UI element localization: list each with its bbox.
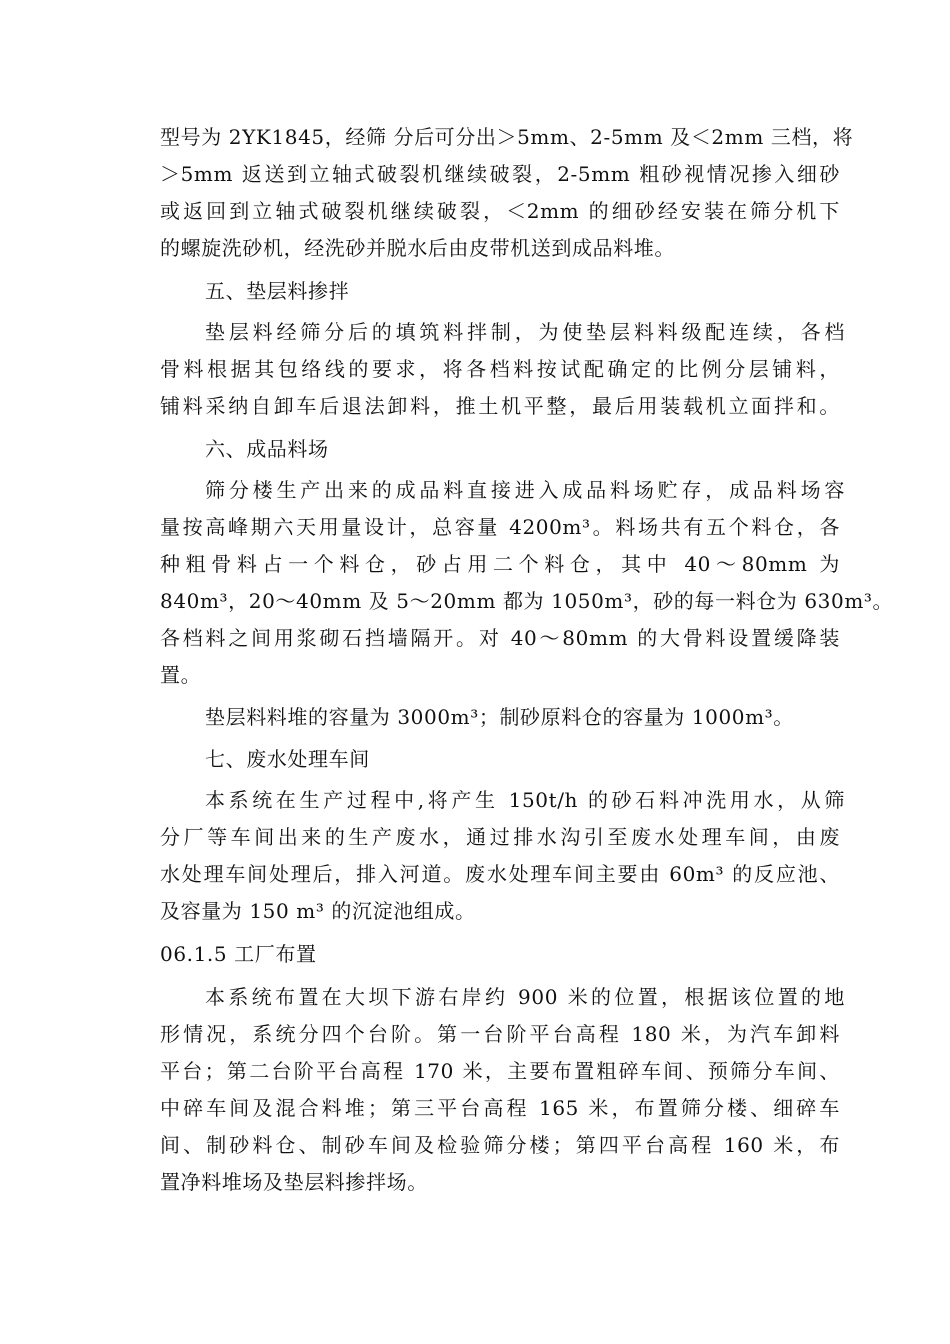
paragraph-line: 各档料之间用浆砌石挡墙隔开。对 40～80mm 的大骨料设置缓降装 <box>160 626 840 650</box>
paragraph-line: 或返回到立轴式破裂机继续破裂，＜2mm 的细砂经安装在筛分机下 <box>160 199 840 223</box>
paragraph-line: 垫层料经筛分后的填筑料拌制，为使垫层料料级配连续，各档 <box>205 320 845 344</box>
paragraph-line: 种粗骨料占一个料仓，砂占用二个料仓，其中 40～80mm 为 <box>160 552 840 576</box>
paragraph-line: 筛分楼生产出来的成品料直接进入成品料场贮存，成品料场容 <box>205 478 845 502</box>
paragraph-line: 间、制砂料仓、制砂车间及检验筛分楼；第四平台高程 160 米，布 <box>160 1133 840 1157</box>
paragraph-line: 量按高峰期六天用量设计，总容量 4200m³。料场共有五个料仓，各 <box>160 515 840 539</box>
paragraph-line: 分厂等车间出来的生产废水，通过排水沟引至废水处理车间，由废 <box>160 825 840 849</box>
paragraph-line: 的螺旋洗砂机，经洗砂并脱水后由皮带机送到成品料堆。 <box>160 236 675 260</box>
section-heading-5: 五、垫层料掺拌 <box>205 279 350 303</box>
paragraph-line: 置净料堆场及垫层料掺拌场。 <box>160 1170 428 1194</box>
section-heading-6: 六、成品料场 <box>205 437 329 461</box>
paragraph-line: 形情况，系统分四个台阶。第一台阶平台高程 180 米，为汽车卸料 <box>160 1022 840 1046</box>
subsection-title: 06.1.5 工厂布置 <box>160 942 317 966</box>
paragraph-line: 水处理车间处理后，排入河道。废水处理车间主要由 60m³ 的反应池、 <box>160 862 840 886</box>
paragraph-line: 及容量为 150 m³ 的沉淀池组成。 <box>160 899 476 923</box>
paragraph-line: ＞5mm 返送到立轴式破裂机继续破裂，2-5mm 粗砂视情况掺入细砂 <box>160 162 840 186</box>
paragraph-line: 本系统在生产过程中,将产生 150t/h 的砂石料冲洗用水，从筛 <box>205 788 845 812</box>
paragraph-line: 垫层料料堆的容量为 3000m³；制砂原料仓的容量为 1000m³。 <box>205 705 794 729</box>
paragraph-line: 本系统布置在大坝下游右岸约 900 米的位置，根据该位置的地 <box>205 985 845 1009</box>
paragraph-line: 型号为 2YK1845，经筛 分后可分出＞5mm、2-5mm 及＜2mm 三档，将 <box>160 125 854 149</box>
paragraph-line: 中碎车间及混合料堆；第三平台高程 165 米，布置筛分楼、细碎车 <box>160 1096 840 1120</box>
paragraph-line: 置。 <box>160 663 202 687</box>
paragraph-line: 840m³，20～40mm 及 5～20mm 都为 1050m³，砂的每一料仓为 630m³。 <box>160 589 894 613</box>
paragraph-line: 平台；第二台阶平台高程 170 米，主要布置粗碎车间、预筛分车间、 <box>160 1059 840 1083</box>
section-heading-7: 七、废水处理车间 <box>205 747 370 771</box>
paragraph-line: 铺料采纳自卸车后退法卸料，推土机平整，最后用装载机立面拌和。 <box>160 394 840 418</box>
paragraph-line: 骨料根据其包络线的要求，将各档料按试配确定的比例分层铺料， <box>160 357 840 381</box>
